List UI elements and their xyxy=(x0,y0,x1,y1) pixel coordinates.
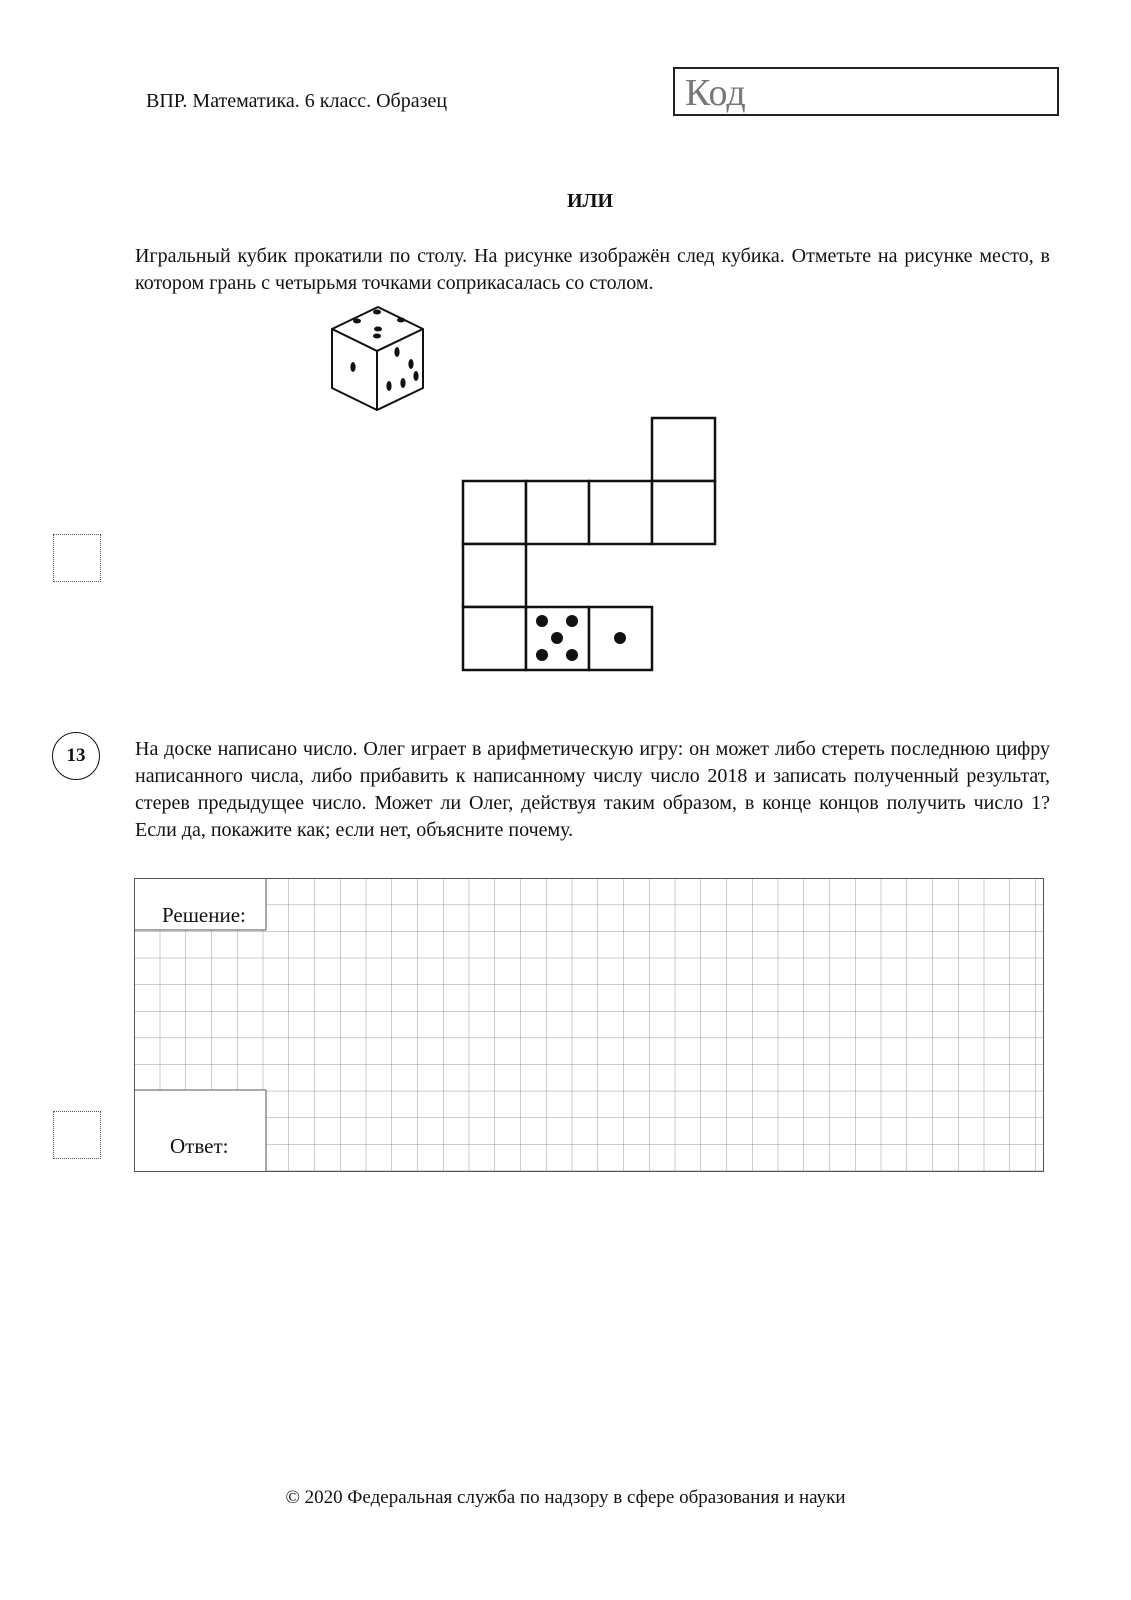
task12-text: Игральный кубик прокатили по столу. На рисунке изображён след кубика. Отметьте на рисунке место, в котором грань с четырьмя точками соприкасалась со столом. xyxy=(135,245,1050,294)
answer-label: Ответ: xyxy=(170,1134,229,1158)
trail-cell xyxy=(652,418,715,481)
score-box-task13[interactable] xyxy=(53,1111,101,1159)
cube-trail-diagram xyxy=(460,415,720,677)
trail-cell xyxy=(463,607,526,670)
code-field[interactable] xyxy=(673,67,1059,116)
solution-label: Решение: xyxy=(162,903,246,927)
or-separator: ИЛИ xyxy=(566,190,613,212)
footer-copyright: © 2020 Федеральная служба по надзору в сфере образования и науки xyxy=(285,1487,846,1508)
trail-cell xyxy=(652,481,715,544)
dice-cube-illustration xyxy=(330,300,430,412)
task13-text: На доске написано число. Олег играет в арифметическую игру: он может либо стереть последнюю цифру написанного числа, либо прибавить к написанному числу число 2018 и записать полученный результат, стерев предыдущее число. Может ли Олег, действуя таким образом, в конце концов получить число 1? Если да, покажите как; если нет, объясните почему. xyxy=(135,738,1050,841)
trail-cell xyxy=(463,481,526,544)
task-number-badge: 13 xyxy=(52,732,100,780)
header-title: ВПР. Математика. 6 класс. Образец xyxy=(146,90,448,112)
trail-cell xyxy=(526,481,589,544)
code-label: Код xyxy=(685,72,746,114)
answer-grid[interactable] xyxy=(134,878,1046,1176)
trail-cell xyxy=(589,481,652,544)
score-box-task12[interactable] xyxy=(53,534,101,582)
trail-cell xyxy=(463,544,526,607)
